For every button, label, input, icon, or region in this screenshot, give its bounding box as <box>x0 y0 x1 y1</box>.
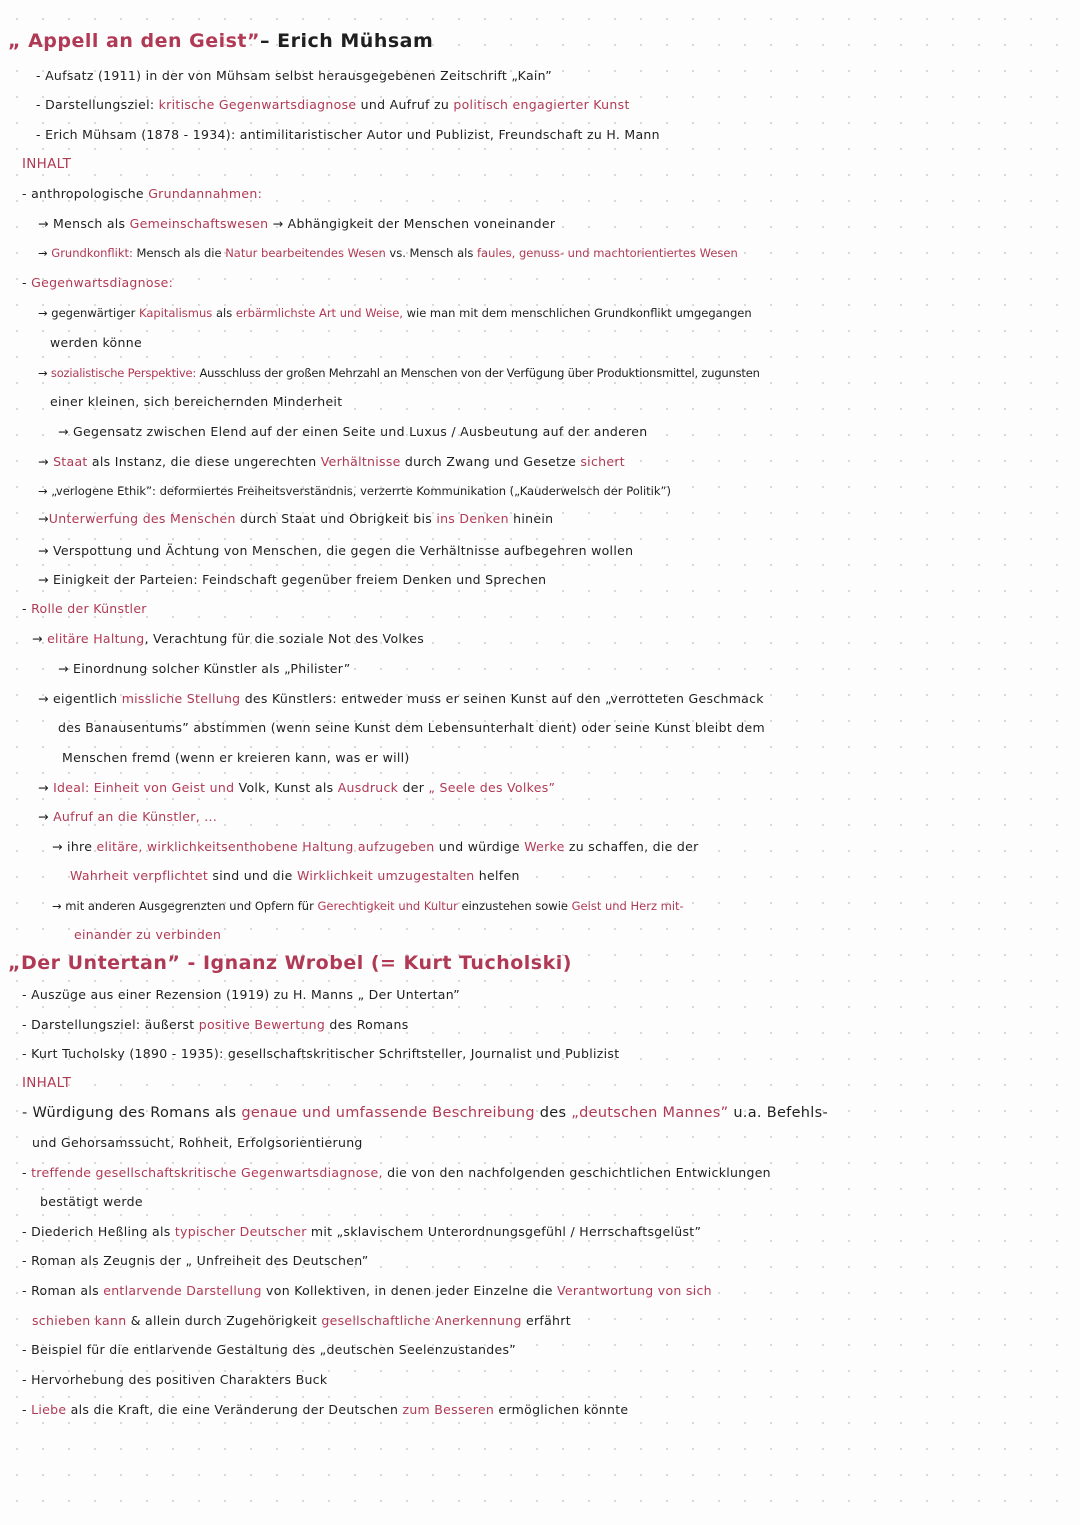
note-line: → Aufruf an die Künstler, ... <box>38 809 218 824</box>
note-line: - Erich Mühsam (1878 - 1934): antimilitaristischer Autor und Publizist, Freundschaft zu H. Mann <box>36 127 660 142</box>
note-line: → sozialistische Perspektive: Ausschluss der großen Mehrzahl an Menschen von der Verfügung über Produktionsmittel, zugunsten <box>38 366 760 380</box>
note-line: - Roman als Zeugnis der „ Unfreiheit des Deutschen” <box>22 1253 369 1268</box>
note-line: - Roman als entlarvende Darstellung von Kollektiven, in denen jeder Einzelne die Verantwortung von sich <box>22 1283 712 1298</box>
inhalt-heading: INHALT <box>22 156 72 172</box>
note-line: - Rolle der Künstler <box>22 601 147 616</box>
note-line: Menschen fremd (wenn er kreieren kann, was er will) <box>62 750 410 765</box>
note-line: - Kurt Tucholsky (1890 - 1935): gesellschaftskritischer Schriftsteller, Journalist und Publizist <box>22 1046 620 1061</box>
note-line: → Gegensatz zwischen Elend auf der einen Seite und Luxus / Ausbeutung auf der anderen <box>58 424 648 439</box>
note-line: - Diederich Heßling als typischer Deutscher mit „sklavischem Unterordnungsgefühl / Herrschaftsgelüst” <box>22 1224 702 1239</box>
note-line: → Grundkonflikt: Mensch als die Natur bearbeitendes Wesen vs. Mensch als faules, genuss- und machtorientiertes Wesen <box>38 246 738 260</box>
note-line: und Gehorsamssucht, Rohheit, Erfolgsorientierung <box>32 1135 363 1150</box>
section-title-untertan: „Der Untertan” - Ignanz Wrobel (= Kurt Tucholski) <box>8 952 572 974</box>
note-line: - Hervorhebung des positiven Charakters Buck <box>22 1372 328 1387</box>
note-line: → „verlogene Ethik”: deformiertes Freiheitsverständnis, verzerrte Kommunikation („Kauderwelsch der Politik”) <box>38 484 671 498</box>
note-line: - Darstellungsziel: äußerst positive Bewertung des Romans <box>22 1017 409 1032</box>
note-line: →Unterwerfung des Menschen durch Staat und Obrigkeit bis ins Denken hinein <box>38 511 554 526</box>
note-line: - Liebe als die Kraft, die eine Veränderung der Deutschen zum Besseren ermöglichen könnte <box>22 1402 629 1417</box>
note-line: werden könne <box>50 335 142 350</box>
note-line: - Beispiel für die entlarvende Gestaltung des „deutschen Seelenzustandes” <box>22 1342 517 1357</box>
note-line: → Mensch als Gemeinschaftswesen → Abhängigkeit der Menschen voneinander <box>38 216 556 231</box>
note-line: → ihre elitäre, wirklichkeitsenthobene Haltung aufzugeben und würdige Werke zu schaffen, die der <box>52 839 699 854</box>
note-line: schieben kann & allein durch Zugehörigkeit gesellschaftliche Anerkennung erfährt <box>32 1313 571 1328</box>
note-line: bestätigt werde <box>40 1194 143 1209</box>
note-line: → Einordnung solcher Künstler als „Philister” <box>58 661 351 676</box>
note-line: → mit anderen Ausgegrenzten und Opfern für Gerechtigkeit und Kultur einzustehen sowie Geist und Herz mit- <box>52 899 684 913</box>
note-line: → elitäre Haltung, Verachtung für die soziale Not des Volkes <box>32 631 425 646</box>
note-line: - Aufsatz (1911) in der von Mühsam selbst herausgegebenen Zeitschrift „Kain” <box>36 68 552 83</box>
note-line: → Verspottung und Ächtung von Menschen, die gegen die Verhältnisse aufbegehren wollen <box>38 543 634 558</box>
note-line: - Würdigung des Romans als genaue und umfassende Beschreibung des „deutschen Mannes” u.a. Befehls- <box>22 1105 829 1121</box>
note-line: einander zu verbinden <box>74 927 222 942</box>
note-line: → gegenwärtiger Kapitalismus als erbärmlichste Art und Weise, wie man mit dem menschlichen Grundkonflikt umgegangen <box>38 306 752 320</box>
note-line: - Auszüge aus einer Rezension (1919) zu H. Manns „ Der Untertan” <box>22 987 461 1002</box>
note-line: des Banausentums” abstimmen (wenn seine Kunst dem Lebensunterhalt dient) oder seine Kunst bleibt dem <box>58 720 765 735</box>
section-title-appell: „ Appell an den Geist”– Erich Mühsam <box>8 30 434 52</box>
note-line: → Staat als Instanz, die diese ungerechten Verhältnisse durch Zwang und Gesetze sichert <box>38 454 625 469</box>
note-line: - Gegenwartsdiagnose: <box>22 275 174 290</box>
note-line: - treffende gesellschaftskritische Gegenwartsdiagnose, die von den nachfolgenden geschichtlichen Entwicklungen <box>22 1165 771 1180</box>
note-line: → Ideal: Einheit von Geist und Volk, Kunst als Ausdruck der „ Seele des Volkes” <box>38 780 556 795</box>
note-line: Wahrheit verpflichtet sind und die Wirklichkeit umzugestalten helfen <box>70 868 520 883</box>
note-line: - Darstellungsziel: kritische Gegenwartsdiagnose und Aufruf zu politisch engagierter Kunst <box>36 97 630 112</box>
inhalt-heading: INHALT <box>22 1075 72 1091</box>
note-line: - anthropologische Grundannahmen: <box>22 186 263 201</box>
note-line: → eigentlich missliche Stellung des Künstlers: entweder muss er seinen Kunst auf den „verrotteten Geschmack <box>38 691 764 706</box>
note-line: einer kleinen, sich bereichernden Minderheit <box>50 394 343 409</box>
note-line: → Einigkeit der Parteien: Feindschaft gegenüber freiem Denken und Sprechen <box>38 572 547 587</box>
